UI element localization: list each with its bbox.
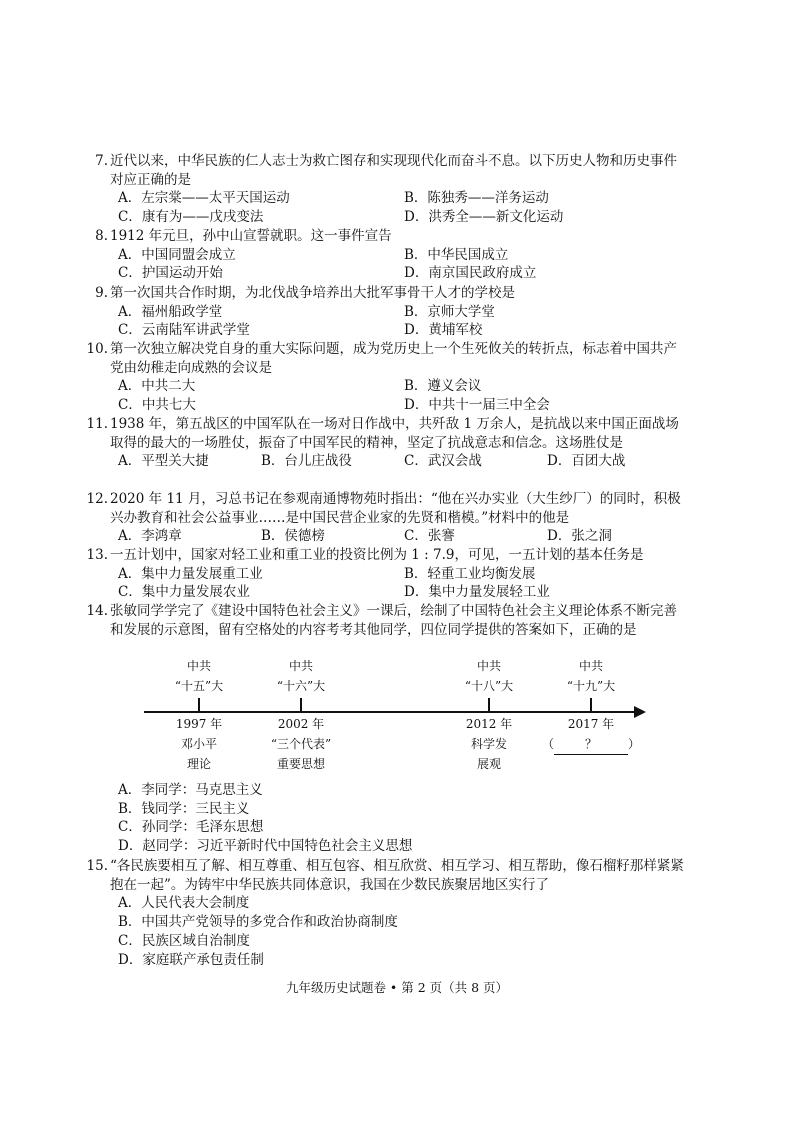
timeline-theory: 科学发 — [470, 737, 507, 751]
question-number: 14. — [86, 603, 108, 619]
option-a: A．集中力量发展重工业 — [118, 565, 263, 582]
question-stem: 近代以来，中华民族的仁人志士为救亡图存和实现现代化而奋斗不息。以下历史人物和历史事件对应正确的是 — [110, 153, 677, 188]
option-b: B．遵义会议 — [404, 378, 482, 395]
timeline-congress: “十五”大 — [174, 679, 224, 693]
question-number: 7. — [95, 153, 108, 169]
question-stem: 1912 年元旦，孙中山宣誓就职。这一事件宣告 — [110, 228, 392, 244]
timeline-axis — [144, 711, 640, 713]
blank-open-paren: （ — [541, 737, 554, 751]
option-a: A．左宗棠——太平天国运动 — [118, 190, 290, 207]
option-b: B．台儿庄战役 — [261, 453, 352, 470]
page-footer: 九年级历史试题卷 • 第 2 页（共 8 页） — [285, 980, 509, 995]
timeline-year: 2002 年 — [277, 717, 325, 731]
option-b: B．陈独秀——洋务运动 — [404, 190, 549, 207]
options — [110, 527, 690, 546]
option-b: B．中华民国成立 — [404, 246, 509, 263]
timeline-congress: “十八”大 — [464, 679, 514, 693]
timeline-party: 中共 — [186, 659, 211, 673]
timeline-theory: 邓小平 — [180, 737, 217, 751]
question-stem: 第一次国共合作时期，为北伐战争培养出大批军事骨干人才的学校是 — [110, 285, 515, 301]
option-a: A．李同学：马克思主义 — [118, 782, 263, 798]
option-d: D．集中力量发展轻工业 — [404, 584, 550, 601]
option-a: A．人民代表大会制度 — [118, 895, 250, 912]
timeline-tick — [590, 698, 592, 712]
timeline-theory: 理论 — [186, 757, 211, 771]
option-a: A．平型关大捷 — [118, 453, 209, 470]
question-number: 8. — [95, 228, 108, 244]
timeline-year: 1997 年 — [175, 717, 223, 731]
options — [110, 565, 690, 602]
question-stem: 一五计划中，国家对轻工业和重工业的投资比例为 1 : 7.9，可见，一五计划的基本任务是 — [110, 547, 644, 563]
question-stem: “各民族要相互了解、相互尊重、相互包容、相互欣赏、相互学习、相互帮助，像石榴籽那样紧紧抱在一起”。为铸牢中华民族共同体意识，我国在少数民族聚居地区实行了 — [110, 858, 684, 893]
question-14-options — [110, 781, 690, 856]
option-b: B．中国共产党领导的多党合作和政治协商制度 — [118, 914, 398, 931]
option-c: C．康有为——戊戌变法 — [118, 209, 264, 226]
option-c: C．民族区域自治制度 — [118, 932, 250, 949]
option-b: B．侯德榜 — [261, 528, 325, 545]
timeline-tick — [300, 698, 302, 712]
options — [110, 452, 690, 471]
options — [110, 894, 690, 969]
option-c: C．中共七大 — [118, 397, 196, 414]
option-c: C．张謇 — [404, 528, 455, 545]
question-7 — [95, 152, 690, 227]
question-9 — [95, 284, 690, 340]
timeline-party: 中共 — [476, 659, 501, 673]
option-c: C．护国运动开始 — [118, 265, 223, 282]
option-d: D．中共十一届三中全会 — [404, 397, 550, 414]
timeline-party: 中共 — [578, 659, 603, 673]
option-c: C．云南陆军讲武学堂 — [118, 322, 250, 339]
timeline-blank-answer — [536, 734, 646, 755]
timeline-congress: “十九”大 — [566, 679, 616, 693]
timeline-party: 中共 — [288, 659, 313, 673]
theory-timeline-diagram — [138, 656, 658, 776]
question-stem: 第一次独立解决党自身的重大实际问题，成为党历史上一个生死攸关的转折点，标志着中国共产党由幼稚走向成熟的会议是 — [110, 341, 677, 376]
options — [110, 189, 690, 226]
question-stem: 1938 年，第五战区的中国军队在一场对日作战中，共歼敌 1 万余人，是抗战以来中国正面战场取得的最大的一场胜仗，振奋了中国军民的精神，坚定了抗战意志和信念。这场胜仗是 — [110, 416, 679, 451]
question-number: 9. — [95, 285, 108, 301]
blank-question-mark: ？ — [554, 734, 628, 755]
question-number: 15. — [86, 858, 108, 874]
question-number: 10. — [86, 341, 108, 357]
option-c: C．集中力量发展农业 — [118, 584, 250, 601]
options — [110, 303, 690, 340]
question-stem: 张敏同学学完了《建设中国特色社会主义》一课后，绘制了中国特色社会主义理论体系不断完善和发展的示意图，留有空格处的内容考考其他同学，四位同学提供的答案如下，正确的是 — [110, 603, 677, 638]
timeline-year: 2012 年 — [465, 717, 513, 731]
options — [110, 377, 690, 414]
option-a: A．福州船政学堂 — [118, 303, 223, 320]
question-number: 11. — [86, 416, 108, 432]
timeline-year: 2017 年 — [567, 717, 615, 731]
option-b: B．轻重工业均衡发展 — [404, 565, 536, 582]
question-10 — [86, 340, 690, 415]
options — [110, 246, 690, 283]
option-d: D．南京国民政府成立 — [404, 265, 537, 282]
question-15 — [86, 857, 690, 969]
option-c: C．孙同学：毛泽东思想 — [118, 819, 264, 836]
blank-close-paren: ） — [628, 737, 641, 751]
option-d: D．洪秀全——新文化运动 — [404, 209, 564, 226]
timeline-tick — [198, 698, 200, 712]
question-stem: 2020 年 11 月，习总书记在参观南通博物苑时指出：“他在兴办实业（大生纱厂）的同时，积极兴办教育和社会公益事业……是中国民营企业家的先贤和楷模。”材料中的他是 — [110, 491, 681, 526]
timeline-theory: 展观 — [476, 757, 501, 771]
question-number: 13. — [86, 547, 108, 563]
option-d: D．家庭联产承包责任制 — [118, 951, 264, 968]
timeline-tick — [488, 698, 490, 712]
option-a: A．中国同盟会成立 — [118, 246, 236, 263]
question-number: 12. — [86, 491, 108, 507]
options — [110, 781, 690, 856]
option-b: B．钱同学：三民主义 — [118, 800, 250, 817]
option-c: C．武汉会战 — [404, 453, 482, 470]
question-11 — [86, 415, 690, 471]
option-d: D．赵同学：习近平新时代中国特色社会主义思想 — [118, 838, 413, 855]
option-a: A．李鸿章 — [118, 528, 182, 545]
timeline-congress: “十六”大 — [276, 679, 326, 693]
question-13 — [86, 546, 690, 602]
question-12 — [86, 490, 690, 546]
option-a: A．中共二大 — [118, 378, 196, 395]
question-14 — [86, 602, 690, 639]
option-b: B．京师大学堂 — [404, 303, 495, 320]
option-d: D．张之洞 — [547, 528, 612, 545]
timeline-theory: “三个代表” — [270, 737, 332, 751]
option-d: D．百团大战 — [547, 453, 626, 470]
question-8 — [95, 227, 690, 283]
option-d: D．黄埔军校 — [404, 322, 483, 339]
timeline-theory: 重要思想 — [276, 757, 325, 771]
